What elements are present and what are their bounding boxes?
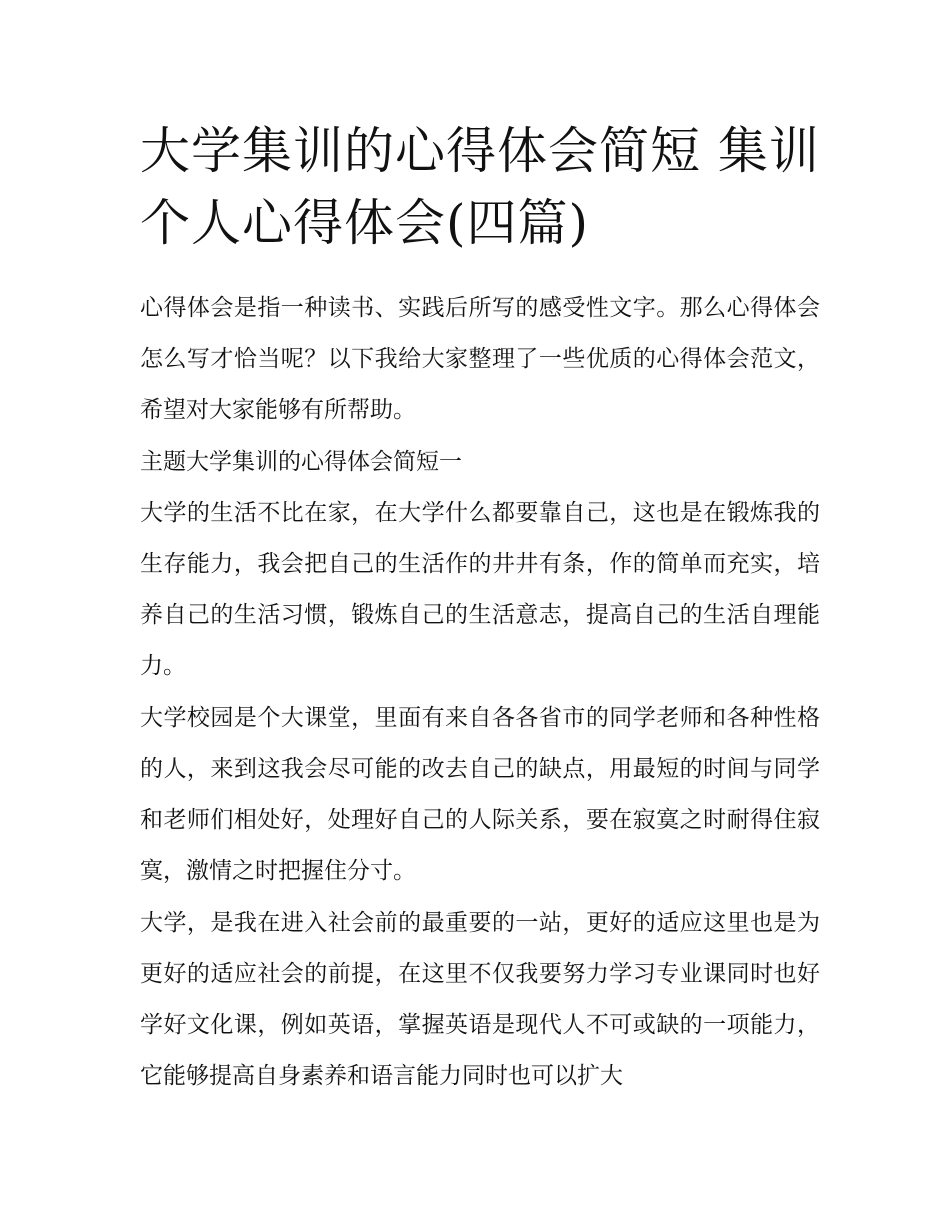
- body-paragraph-3: 大学，是我在进入社会前的最重要的一站，更好的适应这里也是为更好的适应社会的前提，在这里不仅我要努力学习专业课同时也好学好文化课，例如英语，掌握英语是现代人不可或缺的一项能力，它能够提高自身素养和语言能力同时也可以扩大: [140, 910, 820, 1089]
- intro-paragraph: 心得体会是指一种读书、实践后所写的感受性文字。那么心得体会怎么写才恰当呢？以下我给大家整理了一些优质的心得体会范文，希望对大家能够有所帮助。: [140, 295, 820, 423]
- body-paragraph-1: 大学的生活不比在家，在大学什么都要靠自己，这也是在锻炼我的生存能力，我会把自己的生活作的井井有条，作的简单而充实，培养自己的生活习惯，锻炼自己的生活意志，提高自己的生活自理能力。: [140, 500, 820, 679]
- document-title: 大学集训的心得体会简短 集训 个人心得体会(四篇): [140, 122, 820, 252]
- body-paragraph-2: 大学校园是个大课堂，里面有来自各各省市的同学老师和各种性格的人，来到这我会尽可能的改去自己的缺点，用最短的时间与同学和老师们相处好，处理好自己的人际关系，要在寂寞之时耐得住寂寞，激情之时把握住分寸。: [140, 705, 820, 884]
- section-heading: 主题大学集训的心得体会简短一: [140, 449, 462, 475]
- document-body: [140, 283, 820, 1102]
